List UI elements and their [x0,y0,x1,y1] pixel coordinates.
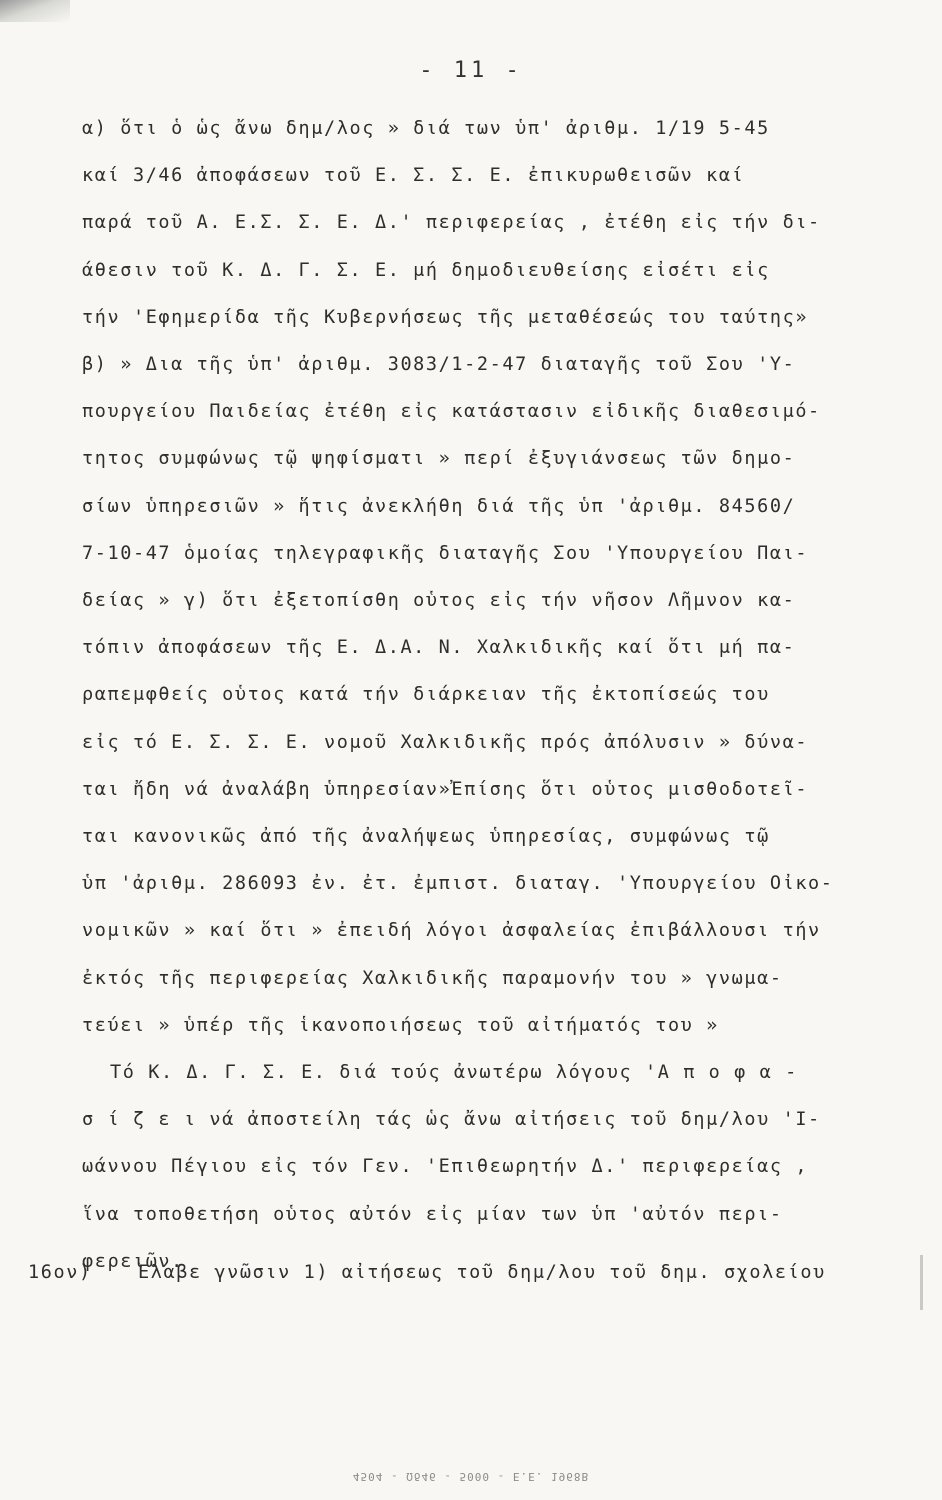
text-line: τήν 'Εφημερίδα τῆς Κυβερνήσεως τῆς μεταθέσεώς του ταύτης» [82,306,809,328]
text-line: Τό Κ. Δ. Γ. Σ. Ε. διά τούς ἀνωτέρω λόγους 'Α π ο φ α - [110,1062,798,1083]
text-line: σ ί ζ ε ι νά ἀποστείλη τάς ὡς ἄνω αἰτήσεις τοῦ δημ/λου 'Ι- [82,1109,821,1131]
item-16-text: Ἔλαβε γνῶσιν 1) αἰτήσεως τοῦ δημ/λου τοῦ δημ. σχολείου [138,1262,826,1283]
text-line: ται ἤδη νά ἀναλάβη ὑπηρεσίαν»Ἐπίσης ὅτι οὗτος μισθοδοτεῖ- [82,778,809,800]
text-line: νομικῶν » καί ὅτι » ἐπειδή λόγοι ἀσφαλείας ἐπιβάλλουσι τήν [82,920,821,942]
text-line: φερειῶν. [82,1250,184,1272]
text-line: εἰς τό Ε. Σ. Σ. Ε. νομοῦ Χαλκιδικῆς πρός ἀπόλυσιν » δύνα- [82,731,809,753]
text-line: α) ὅτι ὁ ὡς ἄνω δημ/λος » διά των ὑπ' ἀριθμ. 1/19 5-45 [82,118,770,139]
text-line: πουργείου Παιδείας ἐτέθη εἰς κατάστασιν εἰδικῆς διαθεσιμό- [82,401,821,423]
text-line: τεύει » ὑπέρ τῆς ἱκανοποιήσεως τοῦ αἰτήματός του » [82,1014,719,1036]
printer-footer: 4504 - Ωδ46 - 5000 - Ε.Ε. 1968Β [352,1470,590,1483]
text-line: ἐκτός τῆς περιφερείας Χαλκιδικῆς παραμονήν του » γνωμα- [82,967,783,989]
text-line: τητος συμφώνως τῷ ψηφίσματι » περί ἐξυγιάνσεως τῶν δημο- [82,448,796,470]
text-line: ωάννου Πέγιου εἰς τόν Γεν. 'Επιθεωρητήν Δ.' περιφερείας , [82,1156,809,1178]
text-line: ται κανονικῶς ἀπό τῆς ἀναλήψεως ὑπηρεσίας, συμφώνως τῷ [82,826,770,847]
page-number: - 11 - [419,58,523,83]
text-line: τόπιν ἀποφάσεων τῆς Ε. Δ.Α. Ν. Χαλκιδικῆς καί ὅτι μή πα- [82,637,796,659]
text-line: δείας » γ) ὅτι ἐξετοπίσθη οὗτος εἰς τήν νῆσον Λῆμνον κα- [82,590,796,611]
item-number-label: 16ον) [28,1262,92,1283]
text-line: καί 3/46 ἀποφάσεων τοῦ Ε. Σ. Σ. Ε. ἐπικυρωθεισῶν καί [82,165,745,187]
scan-edge-mark [920,1255,923,1310]
text-line: β) » Δια τῆς ὑπ' ἀριθμ. 3083/1-2-47 διαταγῆς τοῦ Σου 'Υ- [82,354,796,375]
text-line: 7-10-47 ὁμοίας τηλεγραφικῆς διαταγῆς Σου 'Υπουργείου Παι- [82,542,809,564]
text-line: σίων ὑπηρεσιῶν » ἥτις ἀνεκλήθη διά τῆς ὑπ 'ἀριθμ. 84560/ [82,495,796,517]
text-line: άθεσιν τοῦ Κ. Δ. Γ. Σ. Ε. μή δημοδιευθείσης εἰσέτι εἰς [82,259,770,281]
text-line: ὑπ 'ἀριθμ. 286093 ἐν. ἐτ. ἐμπιστ. διαταγ. 'Υπουργείου Οἰκο- [82,873,834,895]
text-line: ραπεμφθείς οὗτος κατά τήν διάρκειαν τῆς ἐκτοπίσεώς του [82,684,770,706]
text-line: ἵνα τοποθετήση οὗτος αὐτόν εἰς μίαν των ὑπ 'αὐτόν περι- [82,1203,783,1225]
text-line: παρά τοῦ Α. Ε.Σ. Σ. Ε. Δ.' περιφερείας , ἐτέθη εἰς τήν δι- [82,212,821,234]
scan-corner-shadow [0,0,70,22]
